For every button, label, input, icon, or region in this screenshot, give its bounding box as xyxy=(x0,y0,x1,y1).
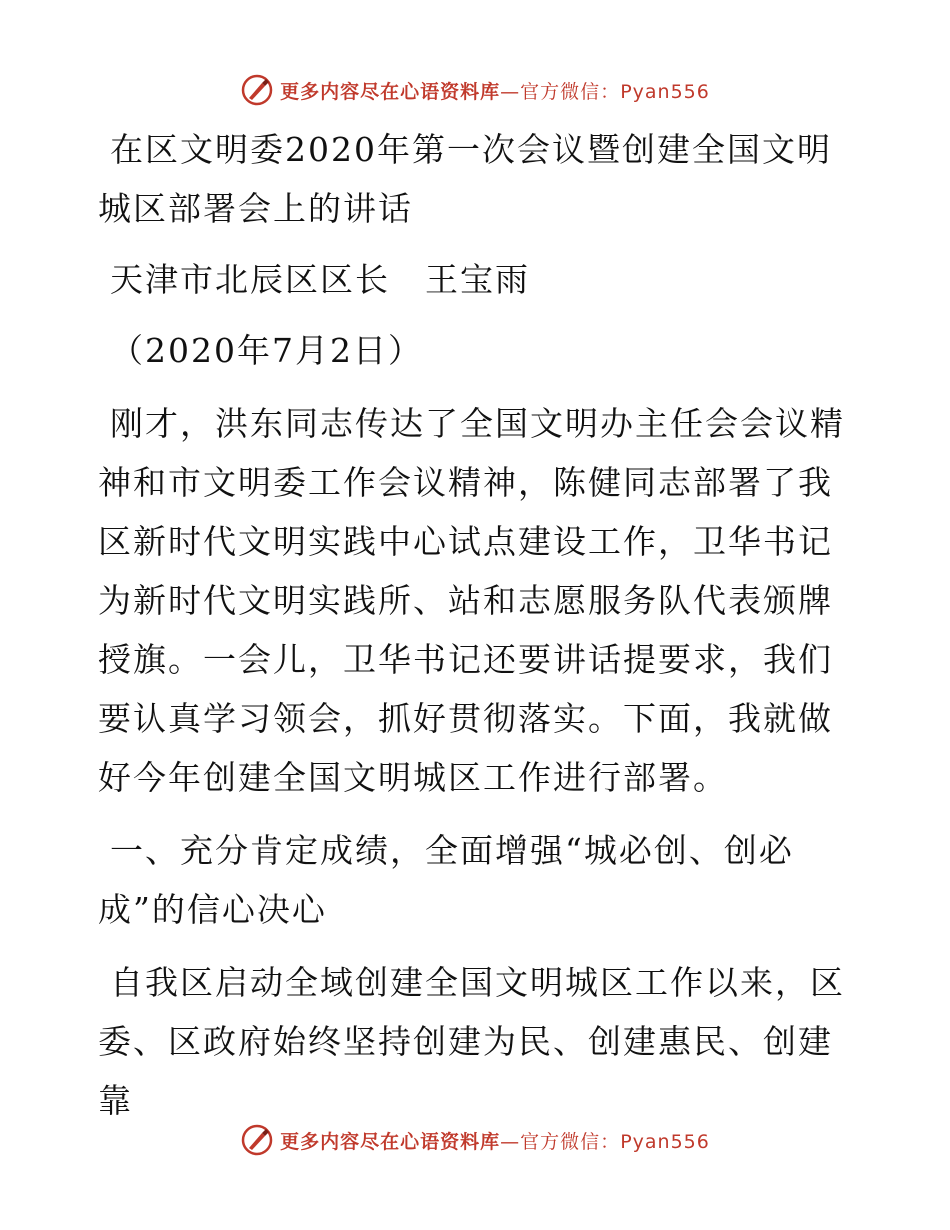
document-title: 在区文明委2020年第一次会议暨创建全国文明城区部署会上的讲话 xyxy=(98,130,832,228)
section-heading-1: 一、充分肯定成绩，全面增强“城必创、创必成”的信心决心 xyxy=(98,831,794,929)
pen-logo-icon xyxy=(240,1123,274,1157)
pen-logo-icon xyxy=(240,73,274,107)
watermark-text: 更多内容尽在心语资料库—官方微信：Pyan556 xyxy=(280,80,710,103)
document-body xyxy=(98,120,850,1130)
paragraph-section-1: 自我区启动全域创建全国文明城区工作以来，区委、区政府始终坚持创建为民、创建惠民、创建靠 xyxy=(98,963,845,1120)
document-author: 天津市北辰区区长 王宝雨 xyxy=(110,260,530,299)
watermark-banner-bottom xyxy=(0,1120,950,1160)
watermark-text: 更多内容尽在心语资料库—官方微信：Pyan556 xyxy=(280,1130,710,1153)
document-date: （2020年7月2日） xyxy=(110,331,423,370)
watermark-banner-top xyxy=(0,70,950,110)
paragraph-intro: 刚才，洪东同志传达了全国文明办主任会会议精神和市文明委工作会议精神，陈健同志部署了我区新时代文明实践中心试点建设工作，卫华书记为新时代文明实践所、站和志愿服务队代表颁牌授旗。一会儿，卫华书记还要讲话提要求，我们要认真学习领会，抓好贯彻落实。下面，我就做好今年创建全国文明城区工作进行部署。 xyxy=(98,404,845,797)
